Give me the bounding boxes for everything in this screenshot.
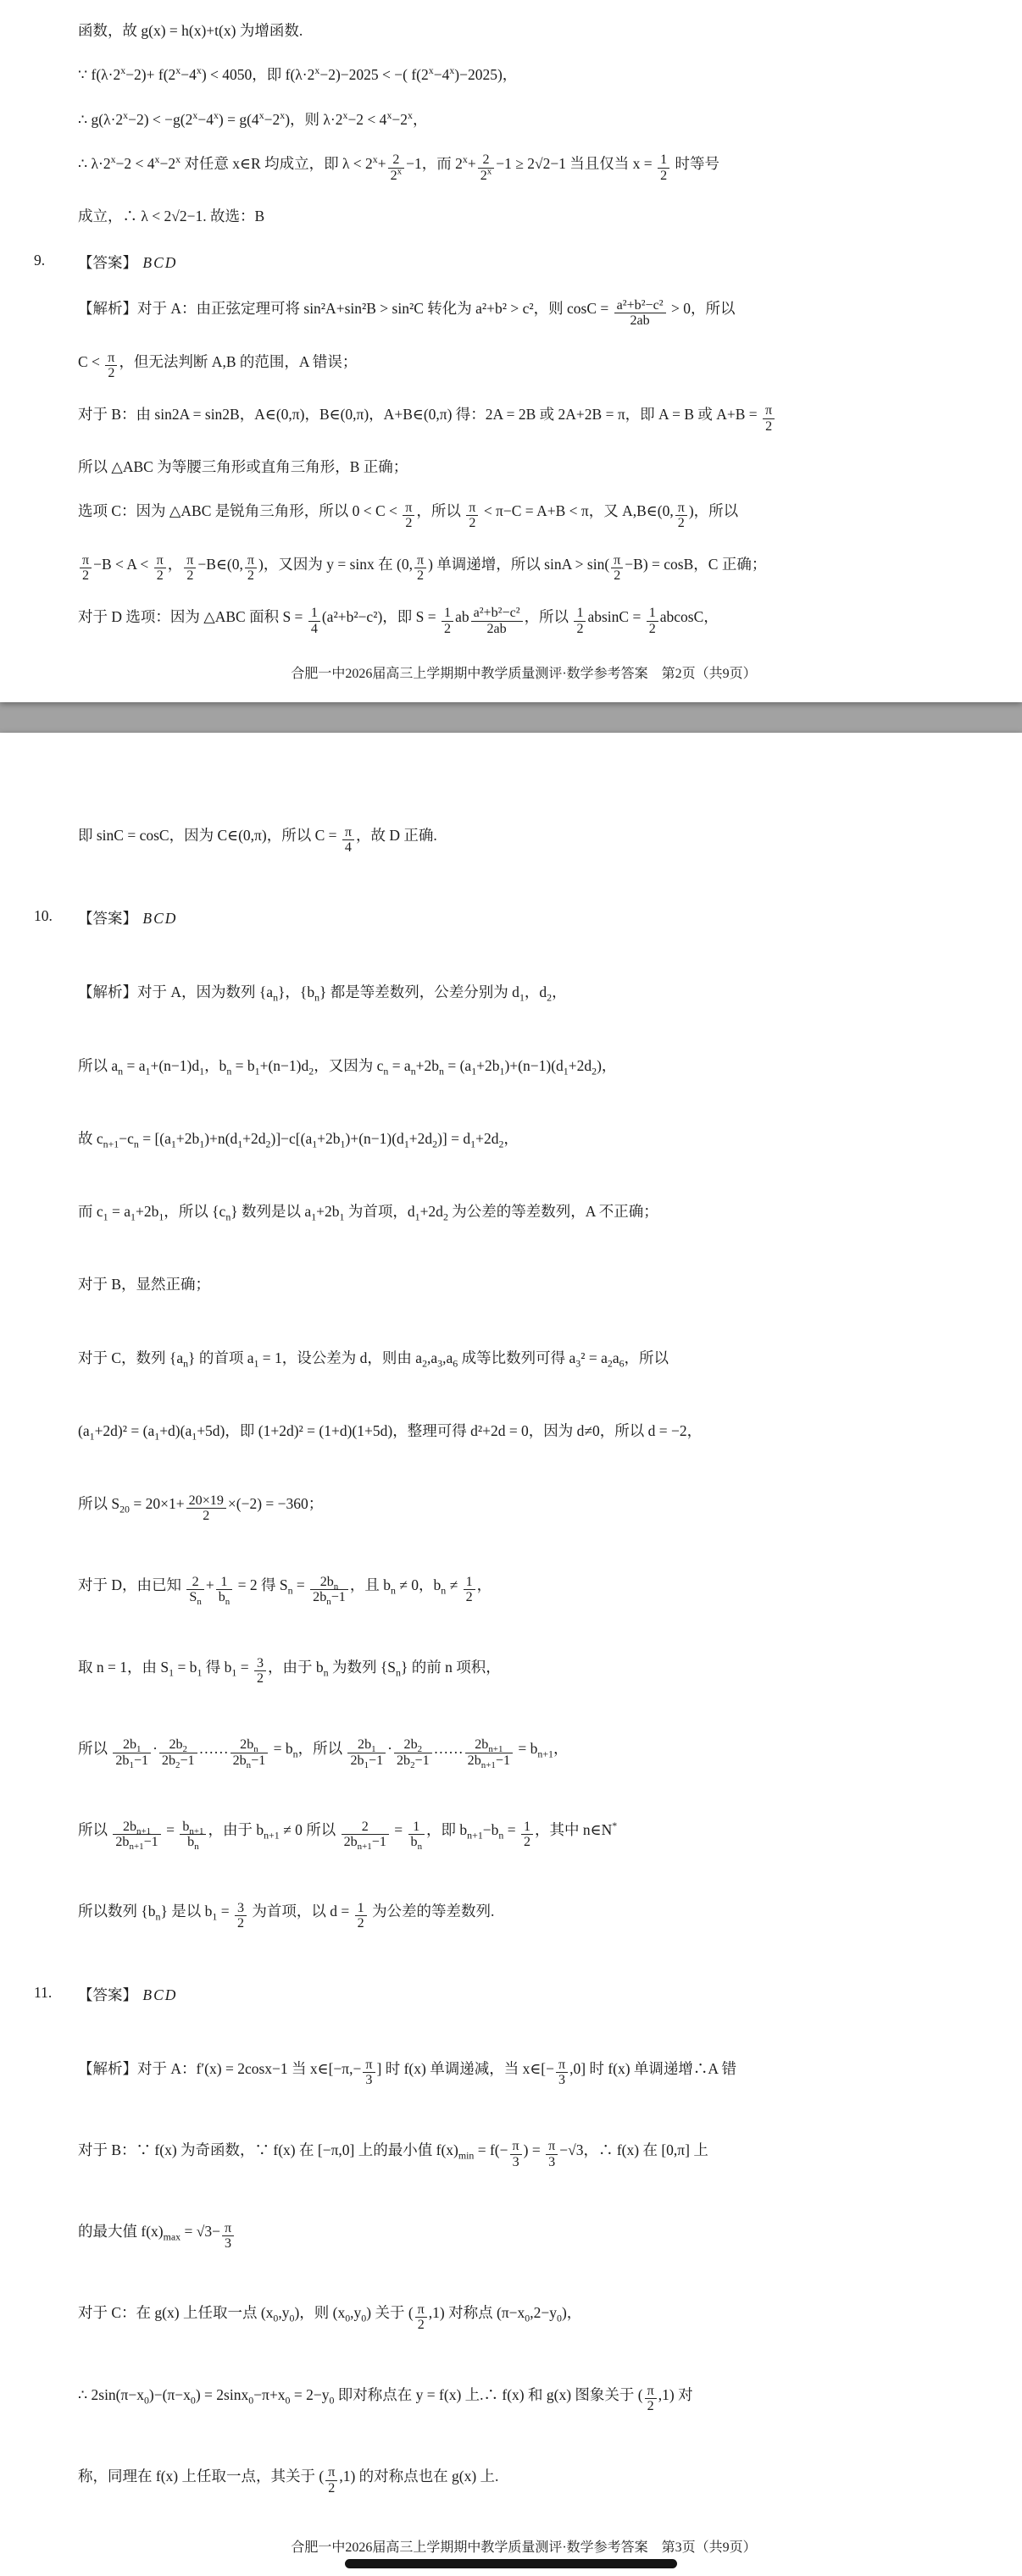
item-number: 10.: [34, 907, 53, 925]
page-footer: [78, 647, 969, 690]
solution-line: $(a_1+2d)^2 = (a_1+d)(a_1+5d)$，即 (1+2d)² = (1+d)(1+5d)，整理可得 d²+2d = 0，因为 d≠0，所以 d = −2，: [78, 1421, 703, 1443]
item-10-header: [34, 907, 969, 928]
solution-line: 而 $c_1 = a_1+2b_1$，所以 $\{c_n\}$ 数列是以 $a_1+2b_1$ 为首项，$d_1+2d_2$ 为公差的等差数列，A 不正确；: [78, 1203, 658, 1223]
solution-line: 对于 D，由已知 $\frac{2}{S_n}$ + $\frac{1}{b_n}$ = 2 得 $S_n$ = $\frac{2b_n}{2b_n-1}$ ，且 $b_n \ne 0$，$b_n$ ≠ $\frac{1}{2}$ ，: [78, 1574, 492, 1608]
solution-line: ∵ $f(\lambda\cdot 2^x-2)+ f(2^x-4^x) < 4050$，即 $f(\lambda\cdot 2^x-2)-2025$ < −( $f(2^x-4^x)-2025$)，: [78, 64, 518, 84]
solution-line: 取 n = 1，由 $S_1 = b_1$ 得 $b_1$ = $\frac{3}{2}$ ，由于 $b_n$ 为数列 $\{S_n\}$ 的前 n 项积，: [78, 1656, 501, 1687]
answer-value: BCD: [142, 1986, 178, 2003]
footer-title: 合肥一中2026届高三上学期期中教学质量测评·数学参考答案: [291, 2540, 648, 2555]
answer-label: 【答案】: [78, 1986, 137, 2003]
page-3: [0, 733, 1022, 2576]
solution-line: 所以 $a_n = a_1+(n-1)d_1$，$b_n = b_1+(n-1)d_2$，又因为 $c_n = a_n+2b_n = (a_1+2b_1)+(n-1)(d_1+2d_2)$，: [78, 1056, 617, 1077]
answer-label: 【答案】: [78, 910, 137, 928]
solution-line: 对于 C，数列 $\{a_n\}$ 的首项 $a_1 = 1$，设公差为 d，则由 $a_2,a_3,a_6$ 成等比数列可得 $a_3^2 = a_2a_6$，所以: [78, 1349, 669, 1369]
solution-line: 选项 C：因为 △ABC 是锐角三角形，所以 0 < C < $\frac{\pi}{2}$ ，所以 $\frac{\pi}{2}$ < π−C = A+B < π，又 A,B∈(0, $\frac{\pi}{2}$ )，所以: [78, 500, 739, 531]
solution-line: ∴ $\lambda\cdot 2^x-2 < 4^x-2^x$ 对任意 x∈R 均成立，即 $\lambda < 2^x+$ $\frac{2}{2^x}$ −1，而 $2^x+$ $\frac{2}{2^x}$ −1 ≥ 2√2−1 当且仅当 x = $\frac{1}{2}$ 时等号: [78, 152, 719, 183]
item-11-header: [34, 1983, 969, 2005]
solution-line: 对于 B：由 sin2A = sin2B，A∈(0,π)，B∈(0,π)，A+B∈(0,π) 得：2A = 2B 或 2A+2B = π，即 A = B 或 A+B = $\frac{\pi}{2}$: [78, 403, 969, 434]
solution-line: 成立，∴ λ < 2√2−1. 故选：B: [78, 208, 265, 224]
answer-label: 【答案】: [78, 254, 137, 272]
item-number: 9.: [34, 252, 46, 269]
solution-line: 故 $c_{n+1}-c_n = [(a_1+2b_1)+n(d_1+2d_2)]-c[(a_1+2b_1)+(n-1)(d_1+2d_2)] = d_1+2d_2$，: [78, 1129, 519, 1150]
home-indicator: [345, 2559, 677, 2568]
solution-line: 函数，故 g(x) = h(x)+t(x) 为增函数.: [78, 22, 303, 39]
solution-line: 对于 B：∵ f(x) 为奇函数，∵ f(x) 在 [−π,0] 上的最小值 $f(x)_{min} = f(-$ $\frac{\pi}{3}$ ) = $\frac{\pi}{3}$ −√3，∴ f(x) 在 [0,π] 上: [78, 2139, 708, 2169]
page-2: [0, 0, 1022, 702]
solution-line: C < $\frac{\pi}{2}$ ，但无法判断 A,B 的范围，A 错误；: [78, 351, 358, 381]
solution-line: 所以 △ABC 为等腰三角形或直角三角形，B 正确；: [78, 458, 408, 475]
solution-line: 【解析】对于 A：f′(x) = 2cosx−1 当 x∈[−π,− $\frac{\pi}{3}$ ] 时 f(x) 单调递减，当 x∈[− $\frac{\pi}{3}$ ,0] 时 f(x) 单调递增∴A 错: [78, 2058, 736, 2088]
solution-line: 【解析】对于 A：由正弦定理可将 sin²A+sin²B > sin²C 转化为 a²+b² > c²，则 cosC = $\frac{\text{a²+b²−c²}}{2ab}$ > 0，所以: [78, 297, 736, 329]
footer-title: 合肥一中2026届高三上学期期中教学质量测评·数学参考答案: [291, 667, 648, 681]
footer-page-number: 第3页（共9页）: [661, 2540, 757, 2555]
answer-value: BCD: [142, 254, 178, 272]
solution-line: 对于 B，显然正确；: [78, 1276, 211, 1294]
solution-line: 所以 $\frac{2b_1}{2b_1-1}$ · $\frac{2b_2}{2b_2-1}$ …… $\frac{2b_n}{2b_n-1}$ = $b_n$，所以 $\frac{2b_1}{2b_1-1}$ · $\frac{2b_2}{2b_2-1}$ …… $\frac{2b_{n+1}}{2b_{n+1}-1}$ = $b_{n+1}$，: [78, 1737, 569, 1770]
solution-line: $\frac{\pi}{2}$ −B < A < $\frac{\pi}{2}$ ， $\frac{\pi}{2}$ −B∈(0, $\frac{\pi}{2}$ )，又因为 y = sinx 在 (0, $\frac{\pi}{2}$ ) 单调递增，所以 sinA > sin( $\frac{\pi}{2}$ −B) = cosB，C 正确；: [78, 553, 969, 584]
answer-value: BCD: [142, 910, 178, 928]
solution-line: 对于 C：在 g(x) 上任取一点 $(x_0,y_0)$，则 $(x_0,y_0)$ 关于 ( $\frac{\pi}{2}$ ,1) 对称点 $(\pi-x_0,2-y_0)$，: [78, 2302, 582, 2333]
solution-line: 对于 D 选项：因为 △ABC 面积 S = $\frac{1}{4}$ (a²+b²−c²)，即 S = $\frac{1}{2}$ ab $\frac{\text{a²+b²−c²}}{2ab}$ ，所以 $\frac{1}{2}$ absinC = $\frac{1}{2}$ abcosC，: [78, 606, 719, 636]
solution-line: 所以 $\frac{2b_{n+1}}{2b_{n+1}-1}$ = $\frac{b_{n+1}}{b_n}$ ，由于 $b_{n+1} \ne 0$ 所以 $\frac{2}{2b_{n+1}-1}$ = $\frac{1}{b_n}$ ，即 $b_{n+1}-b_n$ = $\frac{1}{2}$ ，其中 n∈N*: [78, 1819, 618, 1853]
solution-line: 【解析】对于 A，因为数列 $\{a_n\}$，$\{b_n\}$ 都是等差数列，公差分别为 $d_1$，$d_2$，: [78, 983, 567, 1004]
solution-line: ∴ $g(\lambda\cdot 2^x-2) < -g(2^x-4^x) = g(4^x-2^x)$，则 $\lambda\cdot 2^x-2 < 4^x-2^x$，: [78, 108, 428, 128]
page-footer: [78, 2521, 969, 2564]
solution-line: 所以 $S_{20} = 20\times 1+$ $\frac{20\times 19}{2}$ ×(−2) = −360；: [78, 1493, 324, 1523]
solution-line: 即 sinC = cosC，因为 C∈(0,π)，所以 C = $\frac{\pi}{4}$ ，故 D 正确.: [78, 824, 437, 855]
solution-line: 所以数列 $\{b_n\}$ 是以 $b_1$ = $\frac{3}{2}$ 为首项，以 d = $\frac{1}{2}$ 为公差的等差数列.: [78, 1900, 495, 1931]
footer-page-number: 第2页（共9页）: [661, 667, 757, 681]
item-9-header: [34, 252, 969, 273]
solution-line: ∴ $2\sin(\pi-x_0)-(\pi-x_0) = 2\sin x_0-\pi+x_0 = 2-y_0$ 即对称点在 y = f(x) 上.∴ f(x) 和 g(x) 图象关于 ( $\frac{\pi}{2}$ ,1) 对: [78, 2384, 693, 2414]
solution-line: 称，同理在 f(x) 上任取一点，其关于 ( $\frac{\pi}{2}$ ,1) 的对称点也在 g(x) 上.: [78, 2465, 499, 2496]
solution-line: 的最大值 $f(x)_{max} = √3-$ $\frac{\pi}{3}$: [78, 2220, 969, 2251]
item-number: 11.: [34, 1983, 53, 2001]
